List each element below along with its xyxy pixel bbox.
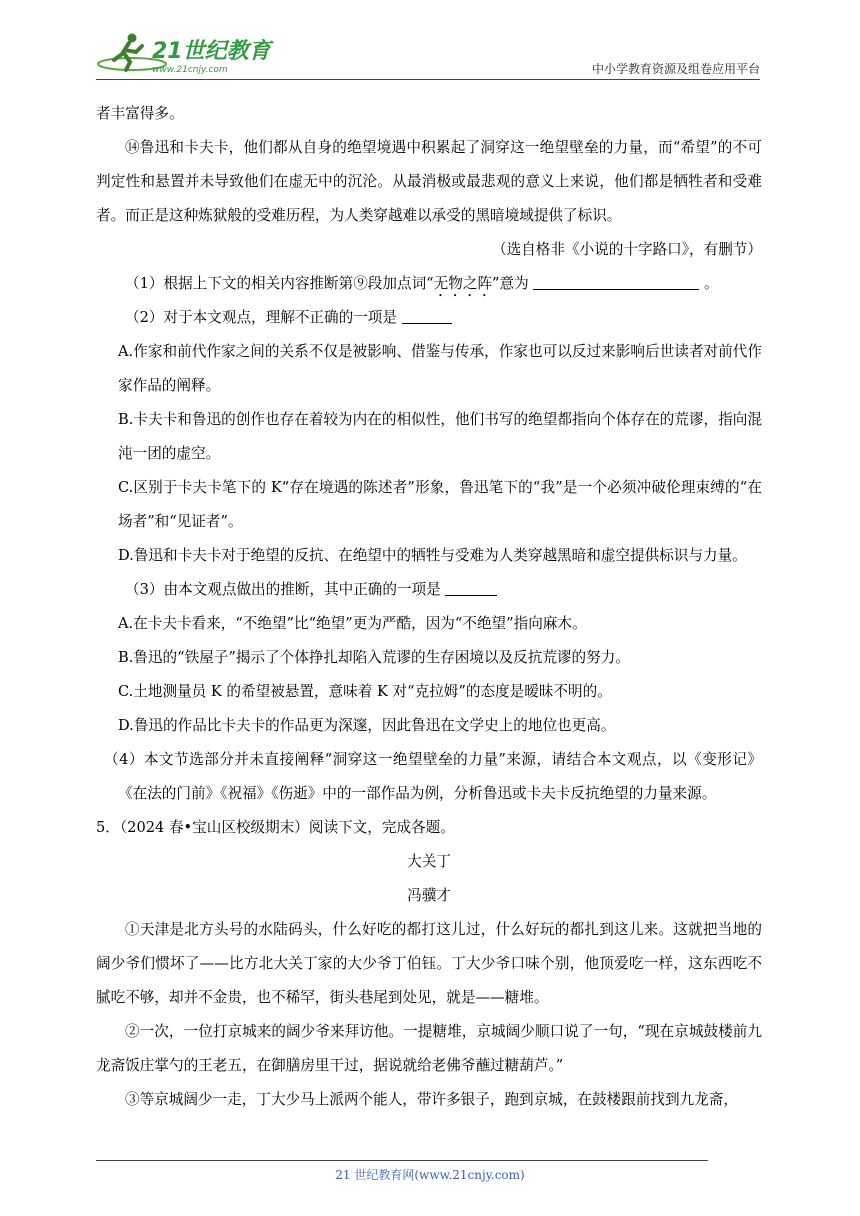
question-4: （4）本文节选部分并未直接阐释“洞穿这一绝望壁垒的力量”来源，请结合本文观点，以《变形记》《在法的门前》《祝福》《伤逝》中的一部作品为例，分析鲁迅或卡夫卡反抗绝望的力量来源。 [104,751,762,802]
q3-option-a: A.在卡夫卡看来，“不绝望”比“绝望”更为严酷，因为“不绝望”指向麻木。 [118,615,587,632]
document-body [96,97,762,1117]
q2-option-d: D.鲁迅和卡夫卡对于绝望的反抗、在绝望中的牺牲与受难为人类穿越黑暗和虚空提供标识与力量。 [118,547,747,564]
story-paragraph-2: ②一次，一位打京城来的阔少爷来拜访他。一提糖堆，京城阔少顺口说了一句，“现在京城鼓楼前九龙斋饭庄掌勺的王老五，在御膳房里干过，据说就给老佛爷蘸过糖葫芦。” [96,1023,762,1074]
story-paragraph-1: ①天津是北方头号的水陆码头，什么好吃的都打这儿过，什么好玩的都扎到这儿来。这就把当地的阔少爷们惯坏了——比方北大关丁家的大少爷丁伯钰。丁大少爷口味个别，他顶爱吃一样，这东西吃不腻吃不够，却并不金贵，也不稀罕，街头巷尾到处见，就是——糖堆。 [96,921,762,1006]
question-5: 5．（2024 春•宝山区校级期末）阅读下文，完成各题。 [96,819,455,836]
q3-option-c: C.土地测量员 K 的希望被悬置，意味着 K 对“克拉姆”的态度是暧昧不明的。 [118,683,612,700]
q2-option-c: C.区别于卡夫卡笔下的 K“存在境遇的陈述者”形象，鲁迅笔下的“我”是一个必须冲破伦理束缚的“在场者”和“见证者”。 [118,479,762,530]
source-citation: （选自格非《小说的十字路口》，有删节） [492,241,762,258]
question-1: （1）根据上下文的相关内容推断第⑨段加点词“无物之阵”意为 。 [96,267,762,301]
story-title: 大关丁 [407,853,451,870]
page-header [96,30,760,80]
q3-option-b: B.鲁迅的“铁屋子”揭示了个体挣扎却陷入荒谬的生存困境以及反抗荒谬的努力。 [118,649,630,666]
paragraph-continuation: 者丰富得多。 [96,105,184,122]
footer-link[interactable]: 21 世纪教育网(www.21cnjy.com) [335,1168,525,1182]
q3-option-d: D.鲁迅的作品比卡夫卡的作品更为深邃，因此鲁迅在文学史上的地位也更高。 [118,717,616,734]
question-3: （3）由本文观点做出的推断，其中正确的一项是 [96,573,762,607]
logo-icon [96,30,276,78]
answer-blank-1[interactable] [533,271,699,290]
q2-option-b: B.卡夫卡和鲁迅的创作也存在着较为内在的相似性，他们书写的绝望都指向个体存在的荒谬，指向混沌一团的虚空。 [118,411,762,462]
svg-text:www.21cnjy.com: www.21cnjy.com [152,65,228,75]
answer-blank-2[interactable] [402,305,452,324]
platform-name: 中小学教育资源及组卷应用平台 [591,62,760,76]
q2-option-a: A.作家和前代作家之间的关系不仅是被影响、借鉴与传承，作家也可以反过来影响后世读者对前代作家作品的阐释。 [118,343,762,394]
svg-text:21世纪教育: 21世纪教育 [152,39,271,64]
story-paragraph-3: ③等京城阔少一走，丁大少马上派两个能人，带许多银子，跑到京城，在鼓楼跟前找到九龙斋， [125,1091,738,1108]
dotted-word: 无物之阵 [433,275,493,292]
story-author: 冯骥才 [407,887,451,904]
header-divider [96,79,760,80]
question-2: （2）对于本文观点，理解不正确的一项是 [96,301,762,335]
answer-blank-3[interactable] [445,577,497,596]
paragraph-14: ⑭鲁迅和卡夫卡，他们都从自身的绝望境遇中积累起了洞穿这一绝望壁垒的力量，而“希望”的不可判定性和悬置并未导致他们在虚无中的沉沦。从最消极或最悲观的意义上来说，他们都是牺牲者和受难者。而正是这种炼狱般的受难历程，为人类穿越难以承受的黑暗境域提供了标识。 [96,139,762,224]
footer-divider [96,1160,708,1161]
